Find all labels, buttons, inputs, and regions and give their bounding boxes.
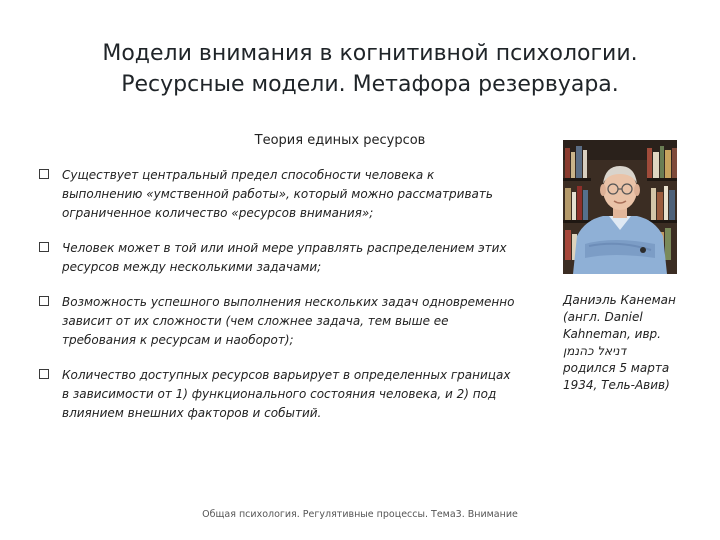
bullet-text-4: Количество доступных ресурсов варьирует в определенных границах в зависимости от 1) функционального состояния человека, и 2) под влиянием внешних факторов и событий. bbox=[62, 368, 511, 420]
title-line-2: Ресурсные модели. Метафора резервуара. bbox=[121, 72, 619, 97]
bullet-text-1: Существует центральный предел способности человека к выполнению «умственной работы», который можно рассматривать ограниченное количество «ресурсов внимания»; bbox=[62, 168, 493, 220]
bullet-item-4 bbox=[38, 366, 518, 423]
caption-line-5: родился 5 марта bbox=[563, 361, 670, 375]
title-line-1: Модели внимания в когнитивной психологии. bbox=[102, 41, 638, 66]
bullet-text-3: Возможность успешного выполнения нескольких задач одновременно зависит от их сложности (чем сложнее задача, тем выше ее требования к ресурсам и наоборот); bbox=[62, 295, 515, 347]
caption-line-6: 1934, Тель-Авив) bbox=[563, 378, 670, 392]
bullet-item-3 bbox=[38, 293, 518, 350]
portrait-photo bbox=[563, 140, 677, 274]
section-subtitle: Теория единых ресурсов bbox=[254, 133, 426, 148]
checkbox-bullet-icon bbox=[39, 296, 49, 306]
caption-line-3: Kahneman, ивр. bbox=[563, 327, 661, 341]
checkbox-bullet-icon bbox=[39, 369, 49, 379]
caption-hebrew-name: דניאל כהנמן bbox=[563, 344, 627, 358]
checkbox-bullet-icon bbox=[39, 169, 49, 179]
slide-footer: Общая психология. Регулятивные процессы. Тема3. Внимание bbox=[202, 509, 518, 520]
slide-title bbox=[40, 38, 700, 100]
bullet-list bbox=[38, 166, 518, 423]
checkbox-bullet-icon bbox=[39, 242, 49, 252]
caption-line-2: (англ. Daniel bbox=[563, 310, 643, 324]
portrait-caption bbox=[563, 292, 713, 394]
bullet-item-1 bbox=[38, 166, 518, 223]
bullet-item-2 bbox=[38, 239, 518, 277]
caption-line-1: Даниэль Канеман bbox=[563, 293, 676, 307]
bullet-text-2: Человек может в той или иной мере управлять распределением этих ресурсов между несколькими задачами; bbox=[62, 241, 507, 274]
